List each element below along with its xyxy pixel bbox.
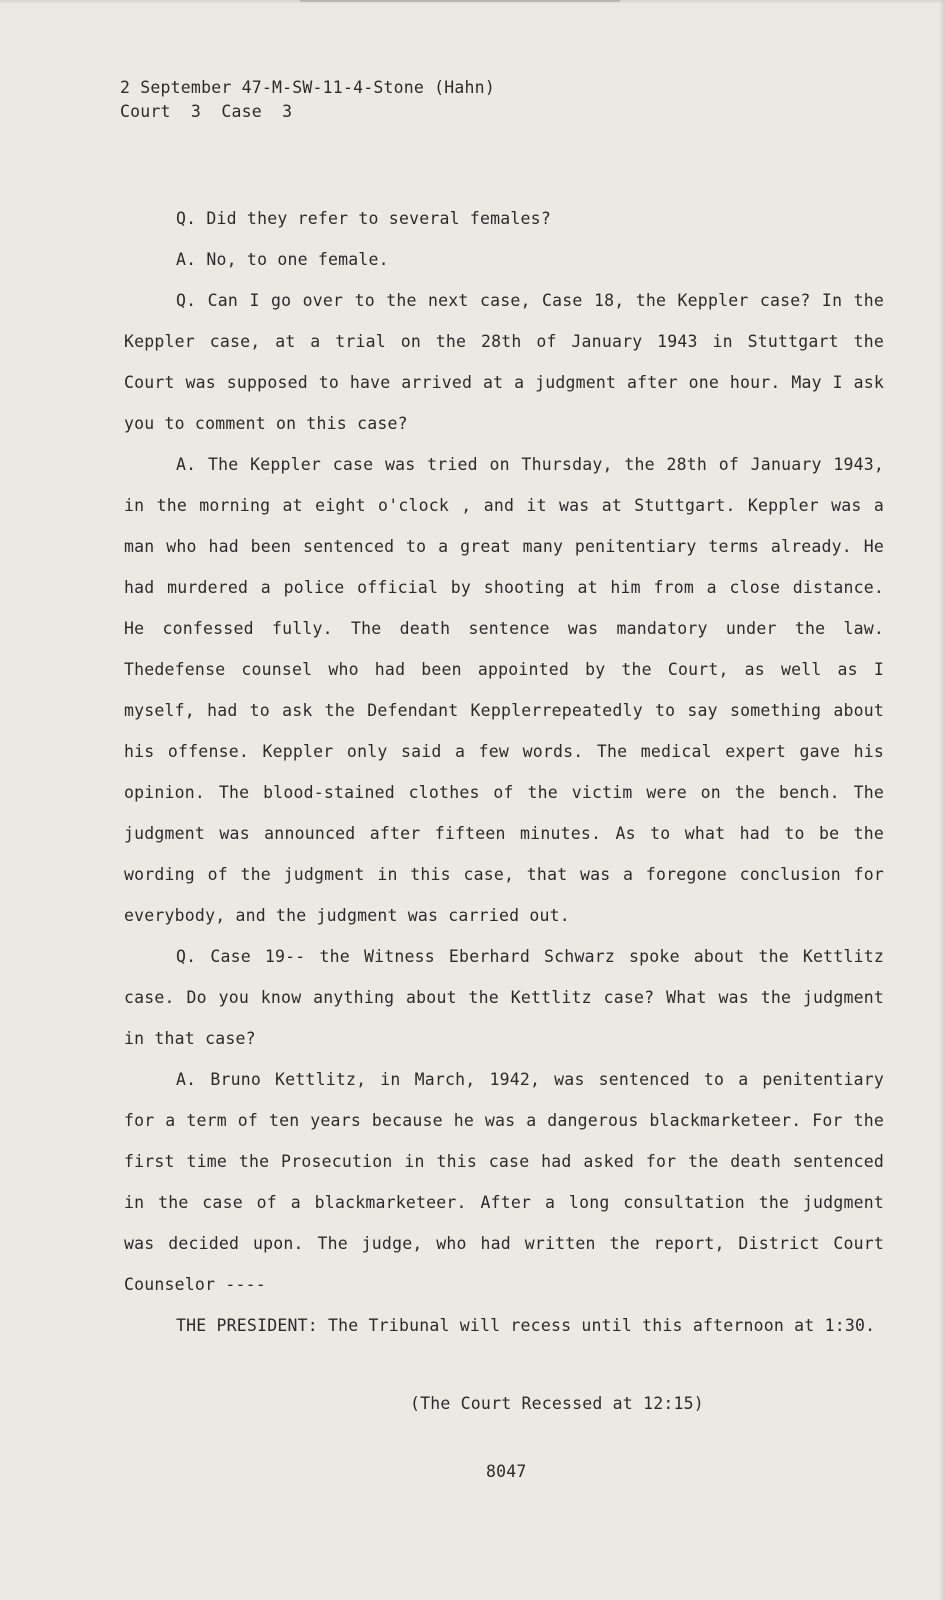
question-kettlitz-case: Q. Case 19-- the Witness Eberhard Schwarz spoke about the Kettlitz case. Do you know anything about the Kettlitz case? What was the judgment in that case?: [124, 947, 884, 1048]
question-females: Q. Did they refer to several females?: [176, 209, 551, 228]
transcript-body: [124, 198, 884, 1346]
page-edge-shadow: [939, 0, 945, 1600]
question-keppler-case: Q. Can I go over to the next case, Case 18, the Keppler case? In the Keppler case, at a trial on the 28th of January 1943 in Stuttgart the Court was supposed to have arrived at a judgment after one hour. May I ask you to comment on this case?: [124, 291, 884, 433]
header-court-case: Court 3 Case 3: [120, 102, 293, 121]
answer-kettlitz-case: A. Bruno Kettlitz, in March, 1942, was sentenced to a penitentiary for a term of ten years because he was a dangerous blackmarketeer. For the first time the Prosecution in this case had asked for the death sentenced in the case of a blackmarketeer. After a long consultation the judgment was decided upon. The judge, who had written the report, District Court Counselor ----: [124, 1070, 884, 1294]
answer-one-female: A. No, to one female.: [176, 250, 389, 269]
document-header: [120, 76, 495, 124]
header-date-reference: 2 September 47-M-SW-11-4-Stone (Hahn): [120, 78, 495, 97]
answer-keppler-case: A. The Keppler case was tried on Thursday, the 28th of January 1943, in the morning at eight o'clock , and it was at Stuttgart. Keppler was a man who had been sentenced to a great many penitentiary terms already. He had murdered a police official by shooting at him from a close distance. He confessed fully. The death sentence was mandatory under the law. Thedefense counsel who had been appointed by the Court, as well as I myself, had to ask the Defendant Kepplerrepeatedly to say something about his offense. Keppler only said a few words. The medical expert gave his opinion. The blood-stained clothes of the victim were on the bench. The judgment was announced after fifteen minutes. As to what had to be the wording of the judgment in this case, that was a foregone conclusion for everybody, and the judgment was carried out.: [124, 455, 884, 925]
recess-note: (The Court Recessed at 12:15): [410, 1394, 704, 1413]
president-recess-statement: THE PRESIDENT: The Tribunal will recess until this afternoon at 1:30.: [176, 1316, 876, 1335]
page-number: 8047: [486, 1462, 527, 1481]
